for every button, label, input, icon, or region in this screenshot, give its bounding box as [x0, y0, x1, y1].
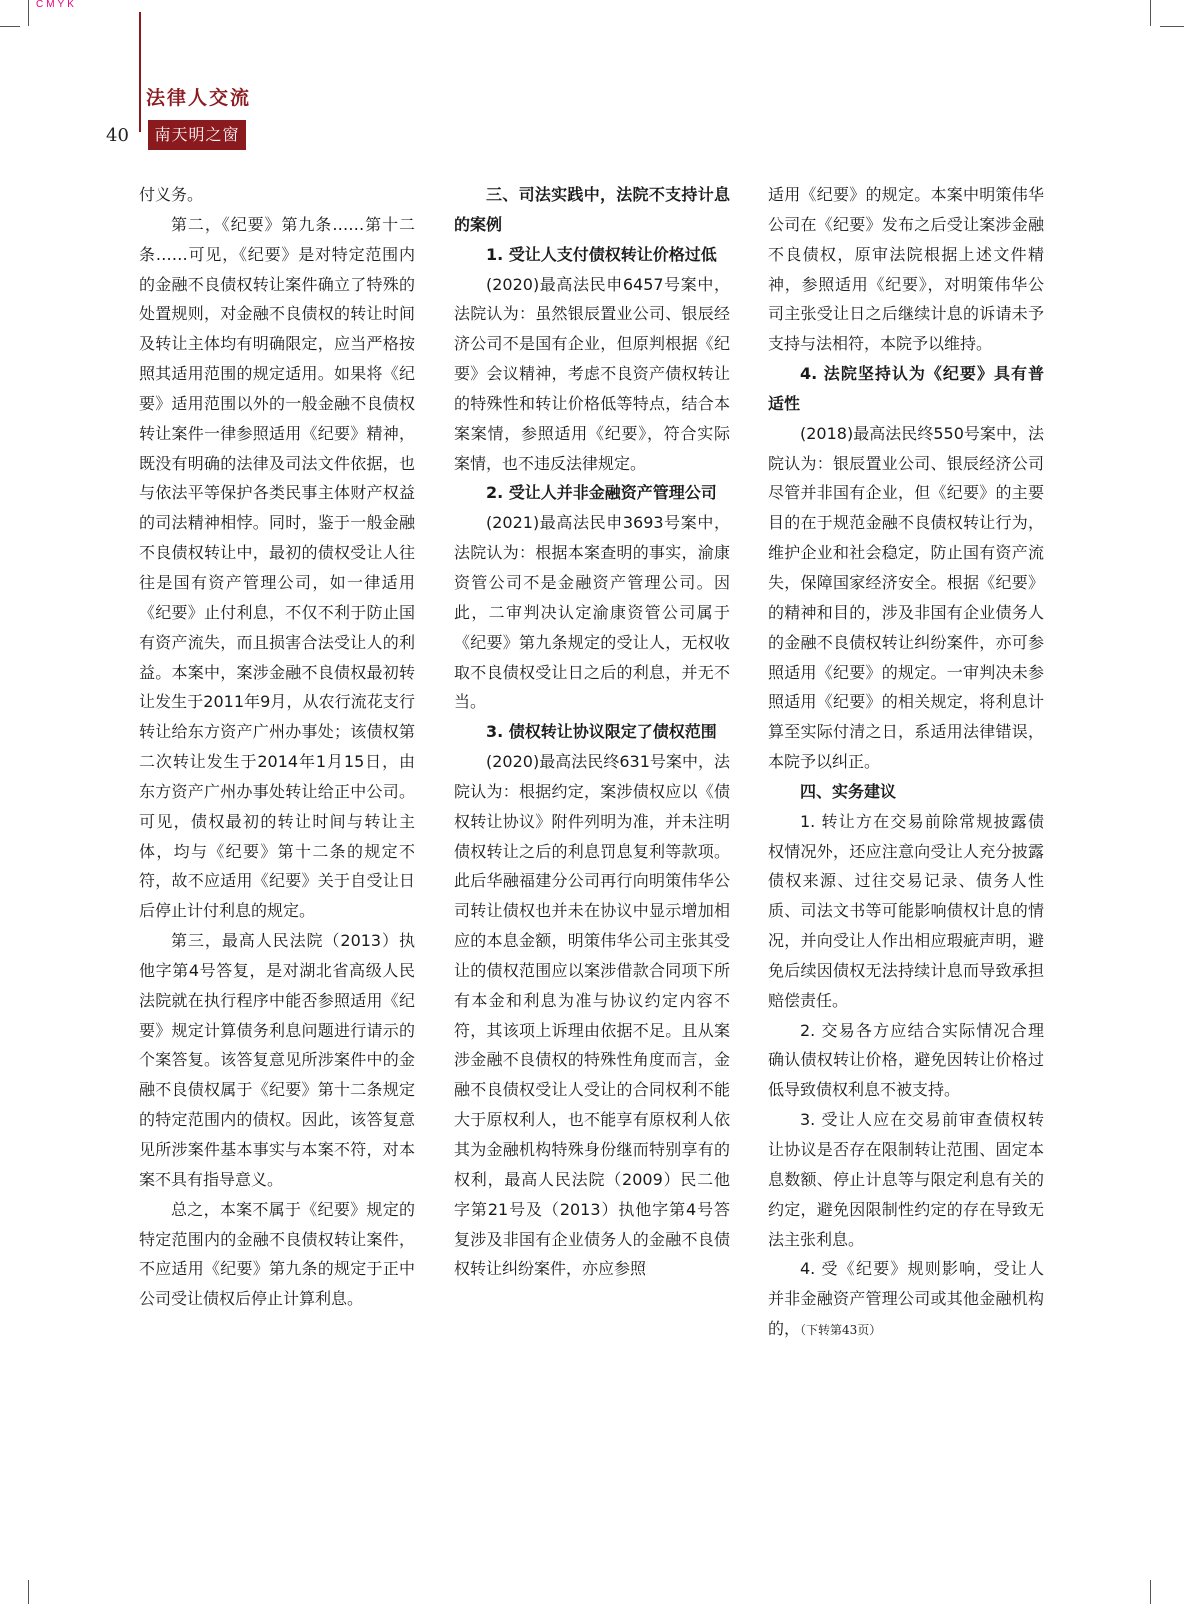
paragraph: 2. 交易各方应结合实际情况合理确认债权转让价格，避免因转让价格过低导致债权利息不被支持。 [768, 1020, 1044, 1100]
text-column-1 [139, 180, 415, 1314]
paragraph: 付义务。 [139, 185, 204, 204]
crop-mark-top-left-h [0, 26, 20, 27]
column-name-badge: 南天明之窗 [148, 120, 246, 150]
crop-mark-top-right-h [1160, 26, 1184, 27]
section-heading: 三、司法实践中，法院不支持计息的案例 [454, 185, 730, 234]
section-title: 法律人交流 [146, 87, 252, 109]
crop-mark-top-left-v [28, 0, 29, 26]
paragraph [768, 1254, 1044, 1346]
subheading: 1. 受让人支付债权转让价格过低 [486, 244, 717, 264]
subheading: 4. 法院坚持认为《纪要》具有普适性 [768, 364, 1044, 413]
paragraph: 3. 受让人应在交易前审查债权转让协议是否存在限制转让范围、固定本息数额、停止计息等与限定利息有关的约定，避免因限制性约定的存在导致无法主张利息。 [768, 1110, 1044, 1249]
paragraph: 适用《纪要》的规定。本案中明策伟华公司在《纪要》发布之后受让案涉金融不良债权，原审法院根据上述文件精神，参照适用《纪要》，对明策伟华公司主张受让日之后继续计息的诉请未予支持与法相符，本院予以维持。 [768, 185, 1044, 354]
text-column-3 [768, 180, 1044, 1346]
paragraph: 总之，本案不属于《纪要》规定的特定范围内的金融不良债权转让案件，不应适用《纪要》第九条的规定于正中公司受让债权后停止计算利息。 [139, 1199, 415, 1309]
subheading: 2. 受让人并非金融资产管理公司 [486, 483, 717, 503]
continuation-note: （下转第43页） [800, 1323, 882, 1338]
paragraph: (2021)最高法民申3693号案中，法院认为：根据本案查明的事实，渝康资管公司不是金融资产管理公司。因此，二审判决认定渝康资管公司属于《纪要》第九条规定的受让人，无权收取不良债权受让日之后的利息，并无不当。 [454, 513, 730, 712]
paragraph-text: 4. 受《纪要》规则影响，受让人并非金融资产管理公司或其他金融机构的， [768, 1259, 1044, 1339]
cmyk-color-bar: CMYK [36, 0, 77, 10]
crop-mark-bottom-left-v [28, 1580, 29, 1604]
crop-mark-bottom-right-v [1150, 1580, 1151, 1604]
section-heading: 四、实务建议 [800, 781, 897, 801]
page-number: 40 [106, 125, 129, 146]
paragraph: 1. 转让方在交易前除常规披露债权情况外，还应注意向受让人充分披露债权来源、过往交易记录、债务人性质、司法文书等可能影响债权计息的情况，并向受让人作出相应瑕疵声明，避免后续因债权无法持续计息而导致承担赔偿责任。 [768, 811, 1044, 1010]
paragraph: 第三，最高人民法院（2013）执他字第4号答复，是对湖北省高级人民法院就在执行程序中能否参照适用《纪要》规定计算债务利息问题进行请示的个案答复。该答复意见所涉案件中的金融不良债权属于《纪要》第十二条规定的特定范围内的债权。因此，该答复意见所涉案件基本事实与本案不符，对本案不具有指导意义。 [139, 931, 415, 1189]
paragraph: 第二，《纪要》第九条……第十二条……可见，《纪要》是对特定范围内的金融不良债权转让案件确立了特殊的处置规则，对金融不良债权的转让时间及转让主体均有明确限定，应当严格按照其适用范围的规定适用。如果将《纪要》适用范围以外的一般金融不良债权转让案件一律参照适用《纪要》精神，既没有明确的法律及司法文件依据，也与依法平等保护各类民事主体财产权益的司法精神相悖。同时，鉴于一般金融不良债权转让中，最初的债权受让人往往是国有资产管理公司，如一律适用《纪要》止付利息，不仅不利于防止国有资产流失，而且损害合法受让人的利益。本案中，案涉金融不良债权最初转让发生于2011年9月，从农行流花支行转让给东方资产广州办事处；该债权第二次转让发生于2014年1月15日，由东方资产广州办事处转让给正中公司。可见，债权最初的转让时间与转让主体，均与《纪要》第十二条的规定不符，故不应适用《纪要》关于自受让日后停止计付利息的规定。 [139, 214, 415, 921]
paragraph: (2018)最高法民终550号案中，法院认为：银辰置业公司、银辰经济公司尽管并非国有企业，但《纪要》的主要目的在于规范金融不良债权转让行为，维护企业和社会稳定，防止国有资产流失，保障国家经济安全。根据《纪要》的精神和目的，涉及非国有企业债务人的金融不良债权转让纠纷案件，亦可参照适用《纪要》的规定。一审判决未参照适用《纪要》的相关规定，将利息计算至实际付清之日，系适用法律错误，本院予以纠正。 [768, 423, 1044, 772]
crop-mark-top-right-v [1150, 0, 1151, 26]
text-column-2 [454, 180, 730, 1284]
header-rule [139, 12, 141, 132]
paragraph: (2020)最高法民终631号案中，法院认为：根据约定，案涉债权应以《债权转让协议》附件列明为准，并未注明债权转让之后的利息罚息复利等款项。此后华融福建分公司再行向明策伟华公司转让债权也并未在协议中显示增加相应的本息金额，明策伟华公司主张其受让的债权范围应以案涉借款合同项下所有本金和利息为准与协议约定内容不符，其该项上诉理由依据不足。且从案涉金融不良债权的特殊性角度而言，金融不良债权受让人受让的合同权利不能大于原权利人，也不能享有原权利人依其为金融机构特殊身份继而特别享有的权利，最高人民法院（2009）民二他字第21号及（2013）执他字第4号答复涉及非国有企业债务人的金融不良债权转让纠纷案件，亦应参照 [454, 752, 730, 1279]
paragraph: (2020)最高法民申6457号案中，法院认为：虽然银辰置业公司、银辰经济公司不是国有企业，但原判根据《纪要》会议精神，考虑不良资产债权转让的特殊性和转让价格低等特点，结合本案案情，参照适用《纪要》，符合实际案情，也不违反法律规定。 [454, 274, 730, 473]
subheading: 3. 债权转让协议限定了债权范围 [486, 722, 717, 742]
